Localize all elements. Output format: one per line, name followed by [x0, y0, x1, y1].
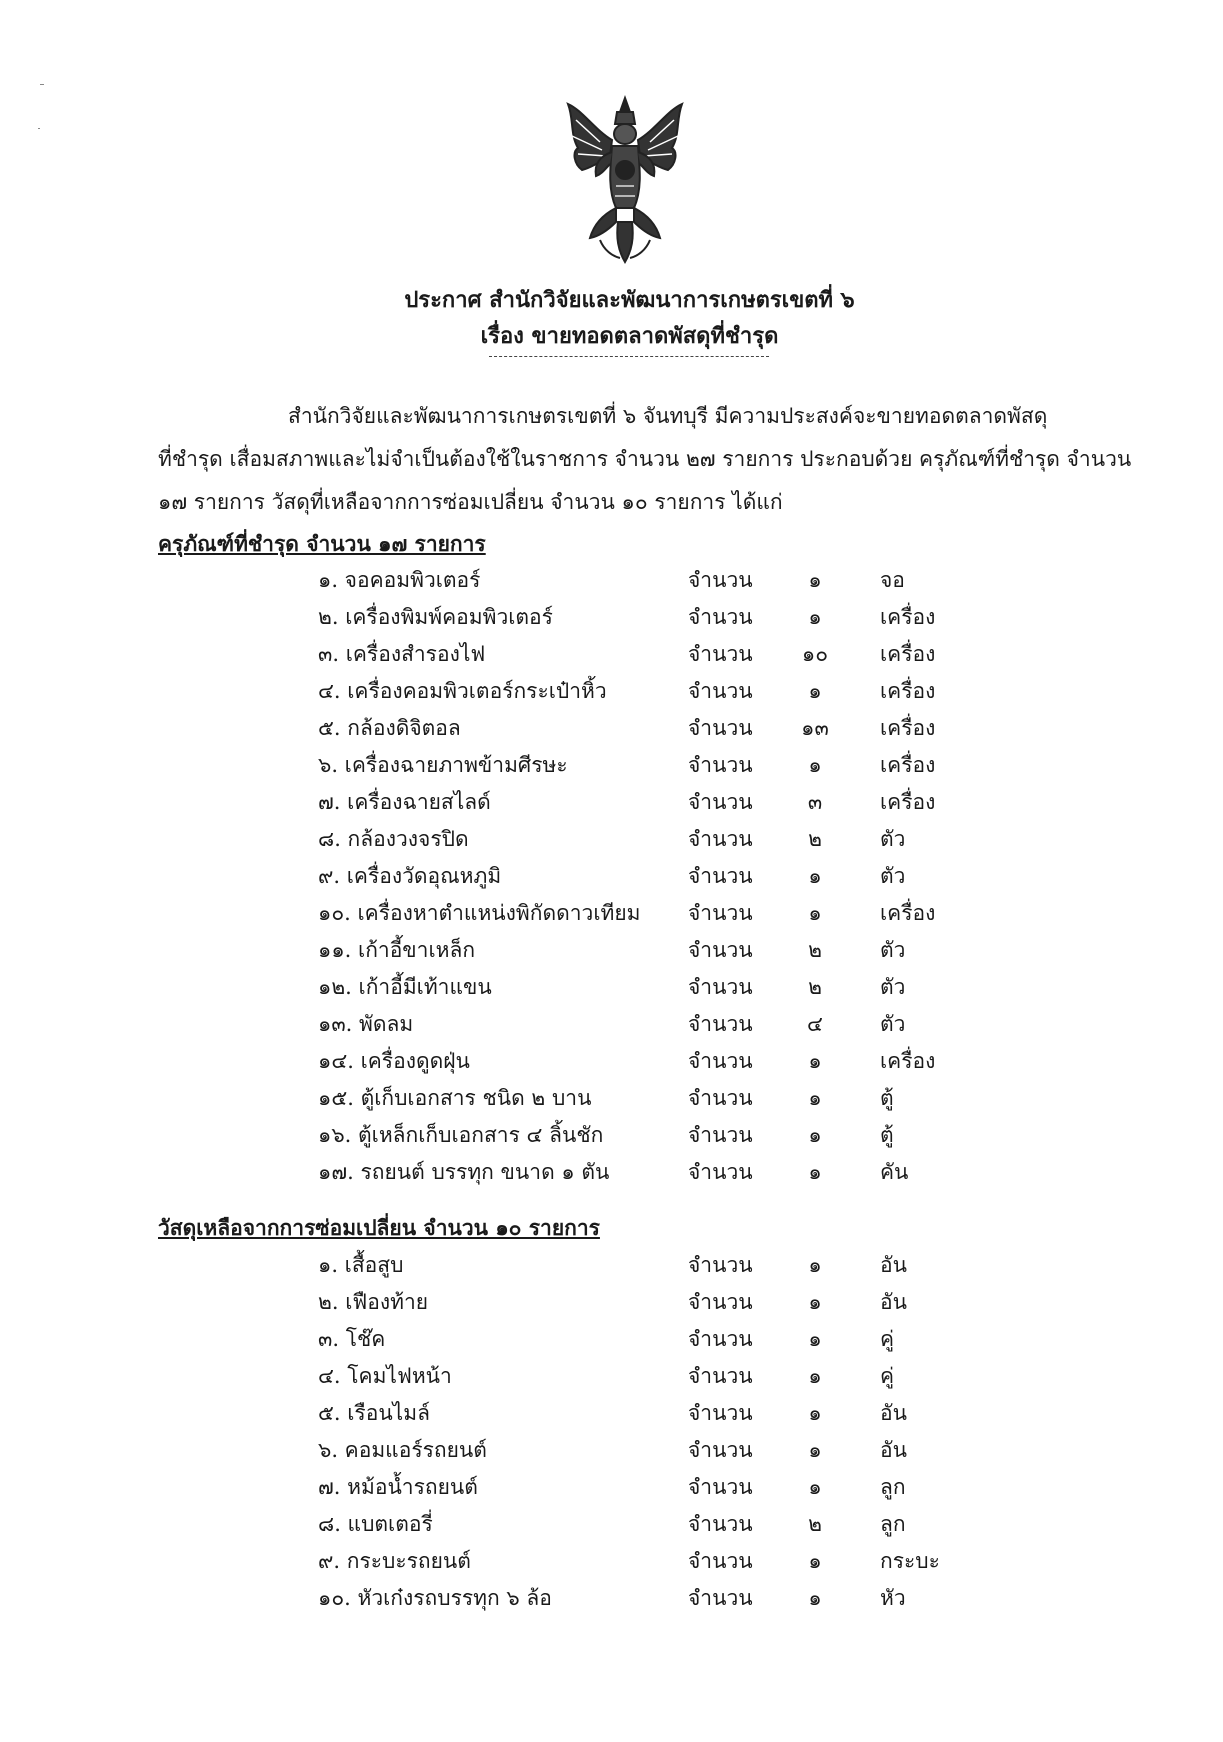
quantity-label: จำนวน — [688, 1123, 753, 1147]
list-item — [0, 1041, 1223, 1078]
title-divider — [489, 356, 769, 357]
unit-label: ตัว — [880, 864, 906, 888]
quantity-value: ๑ — [808, 1364, 822, 1388]
unit-label: ตู้ — [880, 1123, 894, 1147]
unit-label: อัน — [880, 1253, 907, 1277]
list-item — [0, 671, 1223, 708]
quantity-label: จำนวน — [688, 1475, 753, 1499]
garuda-emblem-icon — [560, 90, 690, 270]
item-name: ๙. กระบะรถยนต์ — [318, 1549, 471, 1573]
list-item — [0, 597, 1223, 634]
item-name: ๖. คอมแอร์รถยนต์ — [318, 1438, 487, 1462]
item-name: ๑๖. ตู้เหล็กเก็บเอกสาร ๔ ลิ้นชัก — [318, 1123, 604, 1147]
intro-line-3: ๑๗ รายการ วัสดุที่เหลือจากการซ่อมเปลี่ยน จำนวน ๑๐ รายการ ได้แก่ — [158, 490, 783, 514]
quantity-value: ๑ — [808, 1586, 822, 1610]
item-name: ๑๗. รถยนต์ บรรทุก ขนาด ๑ ตัน — [318, 1160, 610, 1184]
item-name: ๑๑. เก้าอี้ขาเหล็ก — [318, 938, 476, 962]
quantity-label: จำนวน — [688, 1364, 753, 1388]
quantity-value: ๑ — [808, 679, 822, 703]
quantity-label: จำนวน — [688, 1549, 753, 1573]
quantity-value: ๑ — [808, 1049, 822, 1073]
quantity-label: จำนวน — [688, 1327, 753, 1351]
list-item — [0, 1152, 1223, 1189]
unit-label: ลูก — [880, 1512, 906, 1536]
quantity-label: จำนวน — [688, 716, 753, 740]
unit-label: อัน — [880, 1290, 907, 1314]
quantity-value: ๒ — [808, 975, 822, 999]
quantity-label: จำนวน — [688, 938, 753, 962]
unit-label: คู่ — [880, 1327, 895, 1351]
list-item — [0, 1245, 1223, 1282]
item-name: ๑๔. เครื่องดูดฝุ่น — [318, 1049, 470, 1073]
list-item — [0, 1430, 1223, 1467]
item-name: ๑๐. หัวเก๋งรถบรรทุก ๖ ล้อ — [318, 1586, 552, 1610]
list-item — [0, 708, 1223, 745]
list-item — [0, 1393, 1223, 1430]
unit-label: เครื่อง — [880, 1049, 936, 1073]
quantity-value: ๑ — [808, 605, 822, 629]
quantity-value: ๑ — [808, 1160, 822, 1184]
unit-label: คัน — [880, 1160, 909, 1184]
materials-list — [0, 1245, 1223, 1615]
unit-label: ตัว — [880, 827, 906, 851]
quantity-value: ๑ — [808, 864, 822, 888]
quantity-label: จำนวน — [688, 901, 753, 925]
item-name: ๕. เรือนไมล์ — [318, 1401, 430, 1425]
quantity-label: จำนวน — [688, 1253, 753, 1277]
quantity-value: ๑ — [808, 1549, 822, 1573]
unit-label: เครื่อง — [880, 605, 936, 629]
quantity-label: จำนวน — [688, 864, 753, 888]
quantity-value: ๒ — [808, 1512, 822, 1536]
unit-label: ตู้ — [880, 1086, 894, 1110]
unit-label: อัน — [880, 1438, 907, 1462]
item-name: ๘. แบตเตอรี่ — [318, 1512, 433, 1536]
list-item — [0, 856, 1223, 893]
unit-label: จอ — [880, 568, 905, 592]
equipment-list — [0, 560, 1223, 1189]
list-item — [0, 1004, 1223, 1041]
unit-label: อัน — [880, 1401, 907, 1425]
item-name: ๗. หม้อน้ำรถยนต์ — [318, 1475, 478, 1499]
unit-label: เครื่อง — [880, 679, 936, 703]
quantity-value: ๓ — [807, 790, 823, 814]
unit-label: คู่ — [880, 1364, 895, 1388]
unit-label: หัว — [880, 1586, 906, 1610]
quantity-value: ๑ — [808, 1401, 822, 1425]
announcement-title: ประกาศ สำนักวิจัยและพัฒนาการเกษตรเขตที่ ๖ — [404, 287, 855, 313]
item-name: ๑. เสื้อสูบ — [318, 1253, 404, 1277]
section-heading-materials: วัสดุเหลือจากการซ่อมเปลี่ยน จำนวน ๑๐ รายการ — [158, 1215, 600, 1240]
list-item — [0, 1467, 1223, 1504]
item-name: ๑๐. เครื่องหาตำแหน่งพิกัดดาวเทียม — [318, 901, 641, 925]
quantity-label: จำนวน — [688, 679, 753, 703]
list-item — [0, 967, 1223, 1004]
item-name: ๗. เครื่องฉายสไลด์ — [318, 790, 491, 814]
list-item — [0, 893, 1223, 930]
quantity-value: ๒ — [808, 938, 822, 962]
quantity-label: จำนวน — [688, 790, 753, 814]
quantity-label: จำนวน — [688, 1086, 753, 1110]
quantity-value: ๑ — [808, 1327, 822, 1351]
unit-label: เครื่อง — [880, 642, 936, 666]
unit-label: เครื่อง — [880, 716, 936, 740]
section-heading-equipment: ครุภัณฑ์ที่ชำรุด จำนวน ๑๗ รายการ — [158, 531, 486, 556]
item-name: ๘. กล้องวงจรปิด — [318, 827, 469, 851]
quantity-label: จำนวน — [688, 642, 753, 666]
list-item — [0, 1319, 1223, 1356]
item-name: ๔. เครื่องคอมพิวเตอร์กระเป๋าหิ้ว — [318, 679, 607, 703]
announcement-subject: เรื่อง ขายทอดตลาดพัสดุที่ชำรุด — [480, 323, 779, 349]
quantity-value: ๑ — [808, 1086, 822, 1110]
intro-line-2: ที่ชำรุด เสื่อมสภาพและไม่จำเป็นต้องใช้ในราชการ จำนวน ๒๗ รายการ ประกอบด้วย ครุภัณฑ์ที่ชำรุด จำนวน — [158, 447, 1132, 471]
unit-label: ตัว — [880, 975, 906, 999]
item-name: ๙. เครื่องวัดอุณหภูมิ — [318, 864, 502, 888]
list-item — [0, 1356, 1223, 1393]
item-name: ๑๕. ตู้เก็บเอกสาร ชนิด ๒ บาน — [318, 1086, 592, 1110]
unit-label: ตัว — [880, 1012, 906, 1036]
quantity-value: ๑ — [808, 1253, 822, 1277]
item-name: ๑. จอคอมพิวเตอร์ — [318, 568, 481, 592]
quantity-label: จำนวน — [688, 975, 753, 999]
list-item — [0, 1504, 1223, 1541]
list-item — [0, 1541, 1223, 1578]
quantity-label: จำนวน — [688, 1049, 753, 1073]
intro-line-1: สำนักวิจัยและพัฒนาการเกษตรเขตที่ ๖ จันทบุรี มีความประสงค์จะขายทอดตลาดพัสดุ — [288, 404, 1048, 428]
quantity-label: จำนวน — [688, 1401, 753, 1425]
quantity-label: จำนวน — [688, 1012, 753, 1036]
item-name: ๖. เครื่องฉายภาพข้ามศีรษะ — [318, 753, 568, 777]
unit-label: เครื่อง — [880, 901, 936, 925]
unit-label: ตัว — [880, 938, 906, 962]
list-item — [0, 1115, 1223, 1152]
list-item — [0, 560, 1223, 597]
quantity-value: ๒ — [808, 827, 822, 851]
list-item — [0, 819, 1223, 856]
quantity-label: จำนวน — [688, 1290, 753, 1314]
item-name: ๑๓. พัดลม — [318, 1012, 414, 1036]
item-name: ๓. โช๊ค — [318, 1327, 386, 1351]
quantity-value: ๑ — [808, 1475, 822, 1499]
list-item — [0, 745, 1223, 782]
quantity-label: จำนวน — [688, 1586, 753, 1610]
scan-mark — [40, 84, 44, 85]
list-item — [0, 930, 1223, 967]
quantity-value: ๑ — [808, 1290, 822, 1314]
list-item — [0, 782, 1223, 819]
quantity-label: จำนวน — [688, 827, 753, 851]
item-name: ๓. เครื่องสำรองไฟ — [318, 642, 486, 666]
quantity-value: ๑ — [808, 568, 822, 592]
scan-mark — [38, 128, 40, 129]
quantity-value: ๑๐ — [801, 642, 829, 666]
list-item — [0, 1282, 1223, 1319]
unit-label: เครื่อง — [880, 753, 936, 777]
unit-label: เครื่อง — [880, 790, 936, 814]
quantity-value: ๑ — [808, 1123, 822, 1147]
quantity-value: ๑ — [808, 1438, 822, 1462]
quantity-value: ๑ — [808, 753, 822, 777]
item-name: ๕. กล้องดิจิตอล — [318, 716, 461, 740]
list-item — [0, 1078, 1223, 1115]
quantity-value: ๑๓ — [801, 716, 829, 740]
quantity-label: จำนวน — [688, 568, 753, 592]
item-name: ๒. เครื่องพิมพ์คอมพิวเตอร์ — [318, 605, 553, 629]
item-name: ๔. โคมไฟหน้า — [318, 1364, 452, 1388]
item-name: ๒. เฟืองท้าย — [318, 1290, 429, 1314]
unit-label: ลูก — [880, 1475, 906, 1499]
quantity-label: จำนวน — [688, 605, 753, 629]
quantity-label: จำนวน — [688, 753, 753, 777]
quantity-label: จำนวน — [688, 1438, 753, 1462]
list-item — [0, 1578, 1223, 1615]
list-item — [0, 634, 1223, 671]
item-name: ๑๒. เก้าอี้มีเท้าแขน — [318, 975, 492, 999]
quantity-label: จำนวน — [688, 1512, 753, 1536]
quantity-value: ๔ — [807, 1012, 823, 1036]
quantity-value: ๑ — [808, 901, 822, 925]
quantity-label: จำนวน — [688, 1160, 753, 1184]
unit-label: กระบะ — [880, 1549, 940, 1573]
